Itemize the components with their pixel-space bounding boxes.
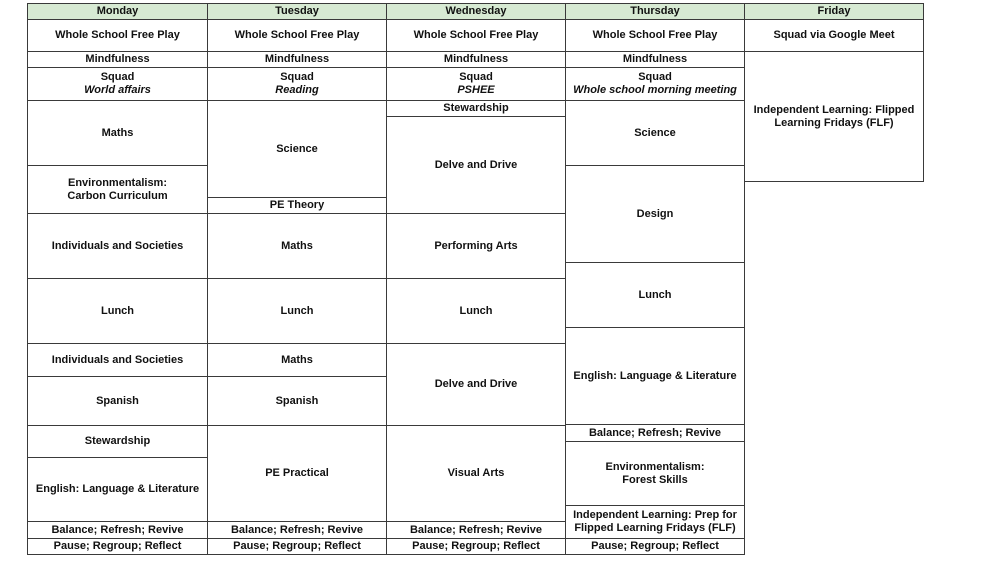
cell-monday-free-play — [27, 19, 208, 52]
cell-thursday-environmentalism — [565, 441, 745, 506]
cell-text: Mindfulness — [85, 53, 150, 65]
cell-thursday-independent-learning — [565, 505, 745, 539]
cell-text: Whole School Free Play — [592, 29, 718, 41]
cell-thursday-squad — [565, 67, 745, 101]
cell-text: Balance; Refresh; Revive — [409, 523, 543, 536]
cell-monday-pause — [27, 538, 208, 555]
cell-thursday-lunch — [565, 262, 745, 328]
cell-tuesday-science — [207, 100, 387, 198]
cell-text: Lunch — [638, 288, 672, 301]
cell-monday-mindfulness — [27, 51, 208, 68]
cell-text: Balance; Refresh; Revive — [51, 523, 184, 536]
cell-text: Flipped Learning Fridays (FLF) — [574, 522, 736, 534]
cell-text: Stewardship — [443, 102, 509, 114]
cell-text: Pause; Regroup; Reflect — [412, 540, 540, 552]
header-monday: Monday — [27, 3, 208, 20]
cell-text: Learning Fridays (FLF) — [774, 116, 894, 129]
cell-monday-english — [27, 457, 208, 522]
cell-wednesday-stewardship — [386, 100, 566, 117]
cell-text: Squad — [100, 71, 135, 83]
cell-text: Environmentalism: — [605, 460, 705, 473]
cell-tuesday-free-play — [207, 19, 387, 52]
cell-wednesday-delve-drive — [386, 116, 566, 214]
cell-text: Mindfulness — [443, 53, 509, 65]
cell-text: Independent Learning: Prep for — [573, 509, 737, 521]
cell-monday-maths — [27, 100, 208, 166]
cell-text: Squad — [638, 71, 672, 83]
cell-monday-spanish — [27, 376, 208, 426]
cell-friday-squad — [744, 19, 924, 52]
cell-text: Lunch — [459, 304, 493, 317]
cell-wednesday-delve-drive-2 — [386, 343, 566, 426]
cell-wednesday-pause — [386, 538, 566, 555]
header-wednesday: Wednesday — [386, 3, 566, 20]
cell-monday-lunch — [27, 278, 208, 344]
cell-subtitle: World affairs — [84, 84, 151, 96]
cell-text: Pause; Regroup; Reflect — [233, 540, 361, 552]
cell-monday-squad — [27, 67, 208, 101]
cell-wednesday-balance — [386, 521, 566, 539]
cell-text: Pause; Regroup; Reflect — [591, 540, 719, 552]
header-tuesday: Tuesday — [207, 3, 387, 20]
cell-tuesday-lunch — [207, 278, 387, 344]
cell-tuesday-squad — [207, 67, 387, 101]
cell-text: Stewardship — [84, 435, 151, 447]
cell-text: Squad — [280, 71, 314, 83]
cell-text: Carbon Curriculum — [67, 189, 168, 202]
cell-text: Maths — [281, 353, 313, 366]
cell-text: Science — [634, 126, 676, 139]
cell-text: Spanish — [96, 394, 139, 407]
cell-text: Squad — [459, 71, 493, 83]
cell-wednesday-free-play — [386, 19, 566, 52]
cell-monday-individuals-societies-2 — [27, 343, 208, 377]
cell-thursday-pause — [565, 538, 745, 555]
cell-text: Mindfulness — [622, 53, 688, 65]
cell-thursday-mindfulness — [565, 51, 745, 68]
cell-text: Environmentalism: — [67, 176, 168, 189]
cell-monday-individuals-societies — [27, 213, 208, 279]
cell-text: Lunch — [101, 304, 134, 317]
cell-text: Delve and Drive — [434, 378, 518, 390]
cell-text: PE Practical — [265, 467, 329, 479]
cell-tuesday-balance — [207, 521, 387, 539]
cell-thursday-balance — [565, 424, 745, 442]
cell-text: Lunch — [280, 304, 314, 317]
cell-wednesday-performing-arts — [386, 213, 566, 279]
cell-text: Squad via Google Meet — [773, 29, 895, 41]
cell-monday-environmentalism — [27, 165, 208, 214]
cell-text: Spanish — [275, 394, 319, 407]
cell-subtitle: Reading — [275, 84, 319, 96]
cell-friday-independent-learning — [744, 51, 924, 182]
cell-text: Pause; Regroup; Reflect — [53, 540, 182, 552]
cell-text: Balance; Refresh; Revive — [230, 523, 364, 536]
cell-text: English: Language & Literature — [573, 369, 737, 382]
header-thursday: Thursday — [565, 3, 745, 20]
cell-thursday-free-play — [565, 19, 745, 52]
cell-text: Individuals and Societies — [51, 239, 184, 252]
cell-monday-balance — [27, 521, 208, 539]
cell-text: Whole School Free Play — [413, 29, 539, 41]
cell-subtitle: PSHEE — [457, 84, 495, 96]
cell-tuesday-pause — [207, 538, 387, 555]
cell-text: Science — [276, 142, 318, 155]
cell-text: Mindfulness — [264, 53, 330, 65]
cell-tuesday-spanish — [207, 376, 387, 426]
cell-monday-stewardship — [27, 425, 208, 458]
cell-tuesday-mindfulness — [207, 51, 387, 68]
cell-text: Whole School Free Play — [55, 29, 180, 41]
cell-text: Whole School Free Play — [234, 29, 360, 41]
cell-text: Design — [636, 207, 674, 220]
cell-text: Visual Arts — [447, 467, 505, 479]
cell-tuesday-pe-practical — [207, 425, 387, 522]
cell-text: PE Theory — [269, 199, 325, 211]
cell-thursday-design — [565, 165, 745, 263]
cell-text: English: Language & Literature — [35, 483, 200, 495]
cell-text: Forest Skills — [622, 473, 688, 486]
cell-tuesday-maths — [207, 213, 387, 279]
cell-wednesday-mindfulness — [386, 51, 566, 68]
cell-tuesday-maths-2 — [207, 343, 387, 377]
cell-text: Maths — [101, 126, 134, 139]
cell-text: Balance; Refresh; Revive — [588, 426, 722, 439]
cell-wednesday-visual-arts — [386, 425, 566, 522]
cell-text: Independent Learning: Flipped — [753, 103, 915, 116]
cell-text: Delve and Drive — [434, 158, 518, 171]
cell-thursday-science — [565, 100, 745, 166]
cell-text: Performing Arts — [434, 239, 518, 252]
cell-thursday-english — [565, 327, 745, 425]
cell-wednesday-squad — [386, 67, 566, 101]
cell-wednesday-lunch — [386, 278, 566, 344]
cell-text: Individuals and Societies — [51, 353, 184, 366]
cell-text: Maths — [281, 239, 313, 252]
header-friday: Friday — [744, 3, 924, 20]
cell-subtitle: Whole school morning meeting — [573, 84, 737, 96]
cell-tuesday-pe-theory — [207, 197, 387, 214]
